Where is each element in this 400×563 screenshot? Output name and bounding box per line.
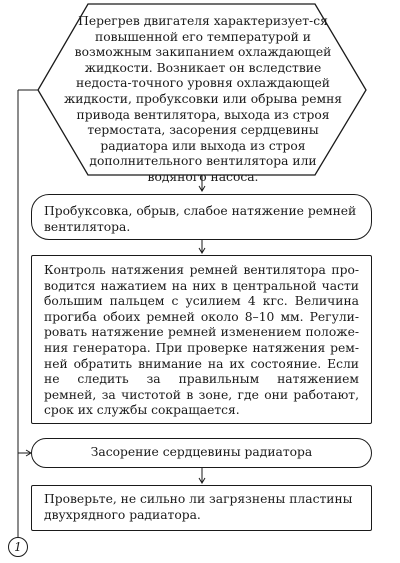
radiator-clog-text: Засорение сердцевины радиатора (90, 445, 313, 459)
fan-belt-problem-text: Пробуксовка, обрыв, слабое натяжение ремней вентилятора. (44, 204, 357, 234)
arrow-radiator-to-advice (199, 468, 205, 483)
radiator-clog-node (31, 438, 372, 468)
fan-belt-problem-node (31, 194, 372, 240)
radiator-advice-text: Проверьте, не сильно ли загрязнены пластины двухрядного радиатора. (44, 492, 353, 522)
overheating-description: Перегрев двигателя характеризует-ся повышенной его температурой и возможным закипанием охлаждающей жидкости. Возникает он вследствие недоста-точного уровня охлаждающей жидкости, пробуксовки или обрыва ремня привода вентилятора, выхода из строя термостата, засорения сердцевины радиатора или выхода из строя дополнительного вентилятора или водяного насоса. (63, 14, 343, 184)
belt-check-node (31, 255, 372, 424)
belt-check-text: Контроль натяжения ремней вентилятора про-водится нажатием на них в центральной части большим пальцем с усилием 4 кгс. Величина прогиба обоих ремней около 8–10 мм. Регули-ровать натяжение ремней изменением положе-ния генератора. При проверке натяжения рем-ней обратить внимание на их состояние. Если не следить за правильным натяжением ремней, за чистотой в зоне, где они работают, срок их службы сокращается. (44, 263, 359, 418)
arrow-fan-to-check (199, 240, 205, 253)
connector-marker: 1 (8, 537, 28, 557)
radiator-advice-node (31, 485, 372, 531)
